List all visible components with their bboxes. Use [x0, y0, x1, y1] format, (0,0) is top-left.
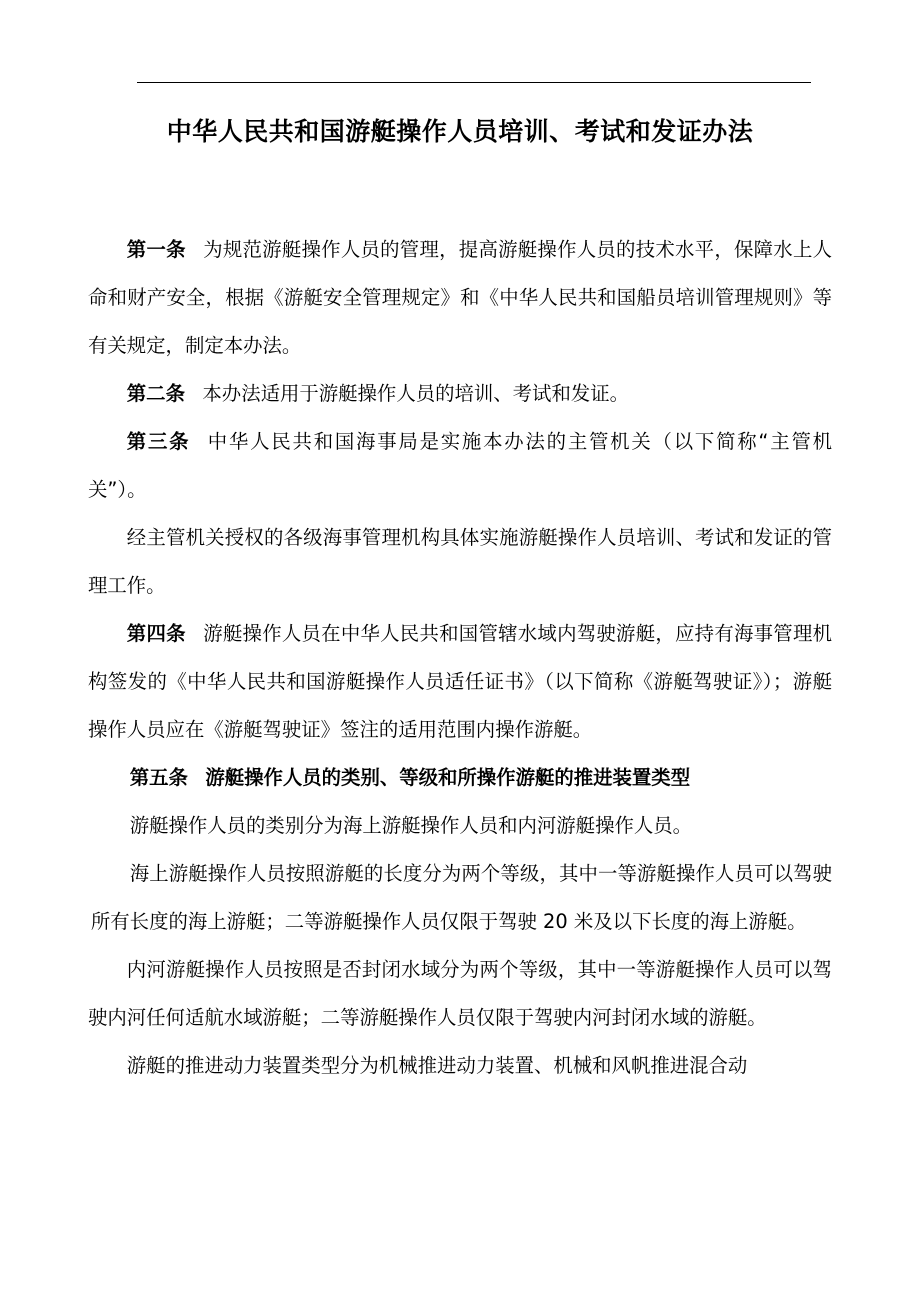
paragraph: 游艇的推进动力装置类型分为机械推进动力装置、机械和风帆推进混合动 — [126, 1054, 748, 1077]
article-text: 本办法适用于游艇操作人员的培训、考试和发证。 — [202, 382, 630, 405]
article-text: 游艇操作人员在中华人民共和国管辖水域内驾驶游艇，应持有海事管理机构签发的《中华人民共和国游艇操作人员适任证书》（以下简称《游艇驾驶证》）；游艇操作人员应在《游艇驾驶证》签注的适用范围内操作游艇。 — [88, 622, 833, 741]
article-3 — [88, 418, 832, 514]
paragraph: 内河游艇操作人员按照是否封闭水域分为两个等级，其中一等游艇操作人员可以驾驶内河任何适航水域游艇；二等游艇操作人员仅限于驾驶内河封闭水域的游艇。 — [88, 958, 832, 1029]
paragraph: 经主管机关授权的各级海事管理机构具体实施游艇操作人员培训、考试和发证的管理工作。 — [88, 526, 832, 597]
article-heading: 游艇操作人员的类别、等级和所操作游艇的推进装置类型 — [205, 766, 691, 789]
paragraph: 游艇操作人员的类别分为海上游艇操作人员和内河游艇操作人员。 — [129, 814, 693, 837]
article-5 — [88, 754, 832, 802]
article-1 — [88, 226, 832, 370]
document-title: 中华人民共和国游艇操作人员培训、考试和发证办法 — [166, 117, 754, 146]
header-rule — [137, 82, 811, 83]
article-2 — [88, 370, 832, 418]
article-number: 第二条 — [126, 382, 185, 405]
article-text: 中华人民共和国海事局是实施本办法的主管机关（以下简称“主管机关”）。 — [88, 430, 833, 501]
document-body — [88, 226, 832, 1090]
article-number: 第三条 — [126, 430, 191, 453]
article-number: 第四条 — [126, 622, 186, 645]
article-number: 第五条 — [129, 766, 188, 789]
paragraph: 海上游艇操作人员按照游艇的长度分为两个等级，其中一等游艇操作人员可以驾驶所有长度的海上游艇；二等游艇操作人员仅限于驾驶 20 米及以下长度的海上游艇。 — [90, 862, 832, 933]
article-4 — [88, 610, 832, 754]
article-number: 第一条 — [126, 238, 186, 261]
article-text: 为规范游艇操作人员的管理，提高游艇操作人员的技术水平，保障水上人命和财产安全，根据《游艇安全管理规定》和《中华人民共和国船员培训管理规则》等有关规定，制定本办法。 — [88, 238, 833, 357]
